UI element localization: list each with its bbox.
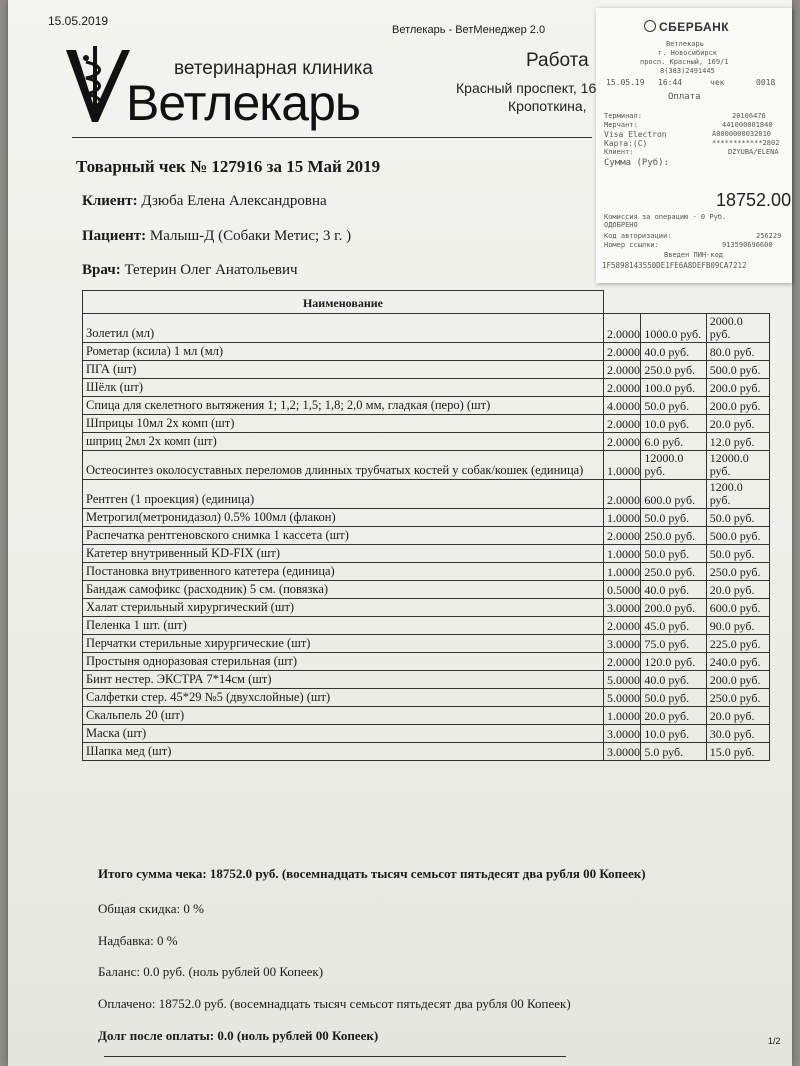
item-price: 12000.0 руб. (641, 451, 706, 480)
item-sum: 12000.0 руб. (706, 451, 769, 480)
paid-sum: Оплачено: 18752.0 руб. (восемнадцать тысяч семьсот пятьдесят два рубля 00 Копеек) (98, 996, 571, 1011)
slip-auth-code: 256229 (756, 232, 782, 240)
table-header-row (83, 291, 770, 314)
logo-subtitle: ветеринарная клиника (174, 58, 373, 79)
slip-client: DZYUBA/ELENA (728, 148, 779, 156)
item-quantity: 5.0000 (603, 689, 640, 707)
slip-merchant-label: Мерчант: (604, 121, 638, 129)
column-header-blank (603, 291, 640, 314)
patient-value: Малыш-Д (Собаки Метис; 3 г. ) (149, 228, 352, 244)
slip-card-label: Карта:(C) (604, 139, 648, 148)
slip-terminal-label: Терминал: (604, 112, 642, 120)
item-price: 250.0 руб. (641, 361, 706, 379)
item-quantity: 4.0000 (603, 397, 640, 415)
item-quantity: 0.5000 (603, 581, 640, 599)
item-sum: 20.0 руб. (706, 581, 769, 599)
slip-auth-label: Код авторизации: (604, 232, 672, 240)
item-name: Пеленка 1 шт. (шт) (83, 617, 604, 635)
item-name: Рентген (1 проекция) (единица) (83, 480, 604, 509)
item-name: ПГА (шт) (83, 361, 604, 379)
items-table (82, 290, 770, 761)
table-row (83, 451, 770, 480)
table-row (83, 689, 770, 707)
slip-phone: 8(383)2491445 (660, 67, 715, 75)
table-row (83, 545, 770, 563)
item-name: Золетил (мл) (83, 314, 604, 343)
document-title: Товарный чек № 127916 за 15 Май 2019 (76, 157, 381, 176)
item-sum: 250.0 руб. (706, 689, 769, 707)
page-number: 1/2 (768, 1036, 781, 1046)
item-price: 50.0 руб. (641, 397, 706, 415)
table-row (83, 314, 770, 343)
logo-name: Ветлекарь (126, 75, 360, 131)
receipt-sheet (8, 0, 792, 1066)
slip-ref-number: 913590696600 (722, 241, 773, 249)
item-sum: 250.0 руб. (706, 563, 769, 581)
item-quantity: 2.0000 (603, 480, 640, 509)
slip-approved: ОДОБРЕНО (604, 221, 638, 229)
print-app-name: Ветлекарь - ВетМенеджер 2.0 (392, 24, 546, 36)
table-row (83, 433, 770, 451)
item-name: Шапка мед (шт) (83, 743, 604, 761)
item-price: 250.0 руб. (641, 527, 706, 545)
item-name: Постановка внутривенного катетера (единица) (83, 563, 604, 581)
item-price: 100.0 руб. (641, 379, 706, 397)
item-sum: 2000.0 руб. (706, 314, 769, 343)
item-price: 5.0 руб. (641, 743, 706, 761)
item-sum: 80.0 руб. (706, 343, 769, 361)
markup: Надбавка: 0 % (98, 933, 178, 948)
item-name: Бандаж самофикс (расходник) 5 см. (повязка) (83, 581, 604, 599)
debt-after-payment: Долг после оплаты: 0.0 (ноль рублей 00 Копеек) (98, 1028, 379, 1043)
item-name: Рометар (ксила) 1 мл (мл) (83, 343, 604, 361)
working-hours-label: Работа (526, 50, 589, 71)
item-sum: 50.0 руб. (706, 545, 769, 563)
item-price: 50.0 руб. (641, 545, 706, 563)
total-sum: Итого сумма чека: 18752.0 руб. (восемнадцать тысяч семьсот пятьдесят два рубля 00 Копеек) (98, 866, 646, 881)
item-price: 50.0 руб. (641, 509, 706, 527)
item-price: 40.0 руб. (641, 343, 706, 361)
table-row (83, 599, 770, 617)
item-name: Спица для скелетного вытяжения 1; 1,2; 1,5; 1,8; 2,0 мм, гладкая (перо) (шт) (83, 397, 604, 415)
item-sum: 225.0 руб. (706, 635, 769, 653)
item-quantity: 2.0000 (603, 433, 640, 451)
slip-ref-label: Номер ссылки: (604, 241, 659, 249)
table-row (83, 725, 770, 743)
doctor-label: Врач: (82, 262, 121, 278)
item-sum: 1200.0 руб. (706, 480, 769, 509)
item-name: Шёлк (шт) (83, 379, 604, 397)
discount: Общая скидка: 0 % (98, 901, 204, 916)
item-sum: 50.0 руб. (706, 509, 769, 527)
client-field (82, 193, 327, 210)
item-name: шприц 2мл 2х комп (шт) (83, 433, 604, 451)
column-header-name: Наименование (83, 291, 604, 314)
header-divider (72, 137, 592, 138)
slip-check-label: чек (710, 78, 725, 87)
column-header-blank (706, 291, 769, 314)
slip-sum-label: Сумма (Руб): (604, 158, 670, 168)
slip-merchant: 441000001840 (722, 121, 773, 129)
table-row (83, 743, 770, 761)
next-table-edge (104, 1056, 566, 1057)
item-quantity: 2.0000 (603, 361, 640, 379)
slip-city: г. Новосибирск (658, 49, 718, 57)
slip-operation: Оплата (668, 92, 701, 102)
item-sum: 600.0 руб. (706, 599, 769, 617)
item-price: 20.0 руб. (641, 707, 706, 725)
item-quantity: 3.0000 (603, 725, 640, 743)
table-row (83, 343, 770, 361)
item-sum: 200.0 руб. (706, 671, 769, 689)
table-row (83, 415, 770, 433)
item-quantity: 3.0000 (603, 599, 640, 617)
doctor-field (82, 262, 298, 279)
table-row (83, 617, 770, 635)
item-sum: 200.0 руб. (706, 379, 769, 397)
card-payment-slip (596, 8, 792, 283)
doctor-value: Тетерин Олег Анатольевич (124, 262, 298, 278)
item-quantity: 2.0000 (603, 314, 640, 343)
table-row (83, 379, 770, 397)
item-name: Бинт нестер. ЭКСТРА 7*14см (шт) (83, 671, 604, 689)
table-row (83, 397, 770, 415)
item-price: 10.0 руб. (641, 415, 706, 433)
table-row (83, 635, 770, 653)
slip-client-label: Клиент: (604, 148, 634, 156)
item-price: 1000.0 руб. (641, 314, 706, 343)
item-quantity: 1.0000 (603, 509, 640, 527)
item-quantity: 1.0000 (603, 451, 640, 480)
slip-pin-entered: Введен ПИН-код (664, 251, 724, 259)
item-name: Скальпель 20 (шт) (83, 707, 604, 725)
client-value: Дзюба Елена Александровна (141, 193, 327, 209)
item-quantity: 1.0000 (603, 545, 640, 563)
item-name: Метрогил(метронидазол) 0.5% 100мл (флакон) (83, 509, 604, 527)
item-price: 10.0 руб. (641, 725, 706, 743)
item-sum: 90.0 руб. (706, 617, 769, 635)
table-row (83, 509, 770, 527)
sberbank-logo-icon (644, 20, 656, 32)
item-quantity: 2.0000 (603, 617, 640, 635)
item-quantity: 1.0000 (603, 563, 640, 581)
slip-hash: 1F5898143550DE1FE6A8DEFB09CA7212 (602, 261, 747, 270)
item-sum: 20.0 руб. (706, 707, 769, 725)
item-sum: 200.0 руб. (706, 397, 769, 415)
item-name: Салфетки стер. 45*29 №5 (двухслойные) (шт) (83, 689, 604, 707)
item-price: 40.0 руб. (641, 671, 706, 689)
table-row (83, 653, 770, 671)
item-name: Шприцы 10мл 2х комп (шт) (83, 415, 604, 433)
item-price: 250.0 руб. (641, 563, 706, 581)
item-name: Катетер внутривенный KD-FIX (шт) (83, 545, 604, 563)
item-sum: 15.0 руб. (706, 743, 769, 761)
item-quantity: 2.0000 (603, 527, 640, 545)
slip-card-aid: A0000000032010 (712, 130, 772, 138)
item-sum: 20.0 руб. (706, 415, 769, 433)
item-sum: 240.0 руб. (706, 653, 769, 671)
table-row (83, 361, 770, 379)
item-price: 40.0 руб. (641, 581, 706, 599)
slip-time: 16:44 (658, 78, 683, 87)
slip-commission: Комиссия за операцию - 0 Руб. (604, 213, 727, 221)
item-name: Халат стерильный хирургический (шт) (83, 599, 604, 617)
slip-terminal: 20106476 (732, 112, 766, 120)
slip-date: 15.05.19 (606, 78, 645, 87)
item-quantity: 2.0000 (603, 343, 640, 361)
sberbank-logo: СБЕРБАНК (644, 20, 729, 34)
column-header-blank (641, 291, 706, 314)
item-quantity: 2.0000 (603, 379, 640, 397)
slip-card-number: ************2802 (712, 139, 780, 147)
item-quantity: 2.0000 (603, 415, 640, 433)
table-row (83, 563, 770, 581)
item-name: Распечатка рентгеновского снимка 1 кассета (шт) (83, 527, 604, 545)
address-line-1: Красный проспект, 16 (456, 80, 597, 96)
item-price: 75.0 руб. (641, 635, 706, 653)
item-name: Маска (шт) (83, 725, 604, 743)
slip-check-number: 0018 (756, 78, 776, 87)
item-name: Остеосинтез околосуставных переломов длинных трубчатых костей у собак/кошек (единица) (83, 451, 604, 480)
item-sum: 30.0 руб. (706, 725, 769, 743)
table-row (83, 581, 770, 599)
item-quantity: 5.0000 (603, 671, 640, 689)
item-name: Простыня одноразовая стерильная (шт) (83, 653, 604, 671)
print-date: 15.05.2019 (48, 14, 109, 28)
item-sum: 500.0 руб. (706, 361, 769, 379)
item-price: 50.0 руб. (641, 689, 706, 707)
item-quantity: 1.0000 (603, 707, 640, 725)
item-price: 200.0 руб. (641, 599, 706, 617)
item-sum: 500.0 руб. (706, 527, 769, 545)
item-price: 45.0 руб. (641, 617, 706, 635)
client-label: Клиент: (82, 193, 138, 209)
table-row (83, 707, 770, 725)
slip-amount: 18752.00 (716, 190, 792, 210)
item-price: 120.0 руб. (641, 653, 706, 671)
slip-card-type: Visa Electron (604, 130, 667, 139)
table-row (83, 527, 770, 545)
item-quantity: 3.0000 (603, 635, 640, 653)
table-row (83, 480, 770, 509)
address-line-2: Кропоткина, (508, 98, 587, 114)
table-row (83, 671, 770, 689)
item-quantity: 2.0000 (603, 653, 640, 671)
patient-label: Пациент: (82, 228, 147, 244)
slip-store: Ветлекарь (666, 40, 704, 48)
item-price: 600.0 руб. (641, 480, 706, 509)
balance: Баланс: 0.0 руб. (ноль рублей 00 Копеек) (98, 964, 324, 979)
item-name: Перчатки стерильные хирургические (шт) (83, 635, 604, 653)
slip-street: просп. Красный, 169/1 (640, 58, 729, 66)
item-quantity: 3.0000 (603, 743, 640, 761)
item-price: 6.0 руб. (641, 433, 706, 451)
item-sum: 12.0 руб. (706, 433, 769, 451)
patient-field (82, 228, 351, 245)
clinic-logo (64, 44, 444, 134)
